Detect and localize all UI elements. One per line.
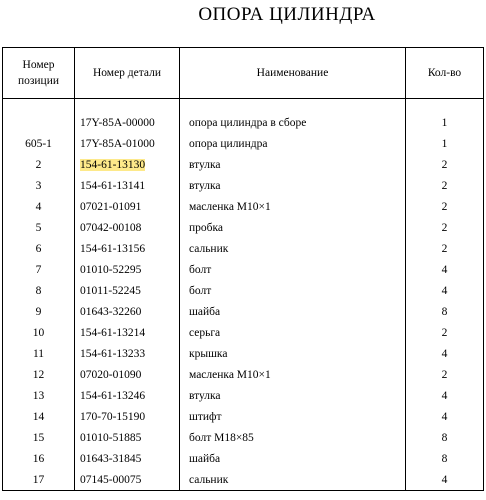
table-row	[3, 133, 484, 154]
table-header-row	[3, 48, 484, 99]
position-cell: 14	[3, 406, 75, 427]
position-cell: 10	[3, 322, 75, 343]
name-cell: крышка	[180, 343, 406, 364]
part-number-cell	[75, 154, 180, 175]
qty-cell: 4	[406, 469, 484, 491]
name-cell: болт	[180, 259, 406, 280]
qty-cell: 2	[406, 175, 484, 196]
part-number-cell: 07145-00075	[75, 469, 180, 491]
table-row	[3, 154, 484, 175]
table-row	[3, 406, 484, 427]
qty-cell: 2	[406, 322, 484, 343]
name-cell: сальник	[180, 469, 406, 491]
position-cell: 8	[3, 280, 75, 301]
table-row	[3, 322, 484, 343]
position-cell	[3, 112, 75, 133]
name-cell: шайба	[180, 448, 406, 469]
page-title: ОПОРА ЦИЛИНДРА	[198, 4, 376, 25]
table-row	[3, 280, 484, 301]
position-cell: 9	[3, 301, 75, 322]
position-cell: 5	[3, 217, 75, 238]
part-number-cell: 154-61-13246	[75, 385, 180, 406]
qty-cell: 4	[406, 259, 484, 280]
name-cell: масленка M10×1	[180, 364, 406, 385]
parts-table	[2, 47, 484, 491]
part-number-cell: 01643-31845	[75, 448, 180, 469]
qty-cell: 4	[406, 280, 484, 301]
part-number-cell: 154-61-13141	[75, 175, 180, 196]
qty-cell: 4	[406, 343, 484, 364]
part-number-cell: 01010-51885	[75, 427, 180, 448]
qty-cell: 2	[406, 364, 484, 385]
position-cell: 17	[3, 469, 75, 491]
qty-cell: 4	[406, 406, 484, 427]
part-number-cell: 170-70-15190	[75, 406, 180, 427]
position-cell: 2	[3, 154, 75, 175]
name-cell: болт M18×85	[180, 427, 406, 448]
name-cell: масленка M10×1	[180, 196, 406, 217]
table-body	[3, 99, 484, 491]
table-row	[3, 196, 484, 217]
column-header-position: Номер позиции	[3, 48, 75, 99]
table-row	[3, 343, 484, 364]
qty-cell: 8	[406, 448, 484, 469]
part-number-cell: 17Y-85A-00000	[75, 112, 180, 133]
column-header-part-number: Номер детали	[75, 48, 180, 99]
name-cell: втулка	[180, 175, 406, 196]
highlighted-part-number: 154-61-13130	[80, 158, 146, 171]
name-cell: опора цилиндра в сборе	[180, 112, 406, 133]
table-row	[3, 469, 484, 491]
table-row	[3, 238, 484, 259]
qty-cell: 2	[406, 154, 484, 175]
qty-cell: 8	[406, 427, 484, 448]
qty-cell: 4	[406, 385, 484, 406]
qty-cell: 2	[406, 196, 484, 217]
table-row	[3, 259, 484, 280]
column-header-name: Наименование	[180, 48, 406, 99]
table-row	[3, 427, 484, 448]
name-cell: серьга	[180, 322, 406, 343]
position-cell: 7	[3, 259, 75, 280]
table-row	[3, 217, 484, 238]
name-cell: штифт	[180, 406, 406, 427]
part-number-cell: 07042-00108	[75, 217, 180, 238]
column-header-qty: Кол-во	[406, 48, 484, 99]
part-number-cell: 01643-32260	[75, 301, 180, 322]
name-cell: втулка	[180, 154, 406, 175]
table-row	[3, 175, 484, 196]
part-number-cell: 154-61-13233	[75, 343, 180, 364]
table-row	[3, 112, 484, 133]
name-cell: опора цилиндра	[180, 133, 406, 154]
part-number-cell: 17Y-85A-01000	[75, 133, 180, 154]
qty-cell: 2	[406, 238, 484, 259]
position-cell: 3	[3, 175, 75, 196]
name-cell: шайба	[180, 301, 406, 322]
table-row	[3, 364, 484, 385]
qty-cell: 1	[406, 112, 484, 133]
position-cell: 13	[3, 385, 75, 406]
qty-cell: 1	[406, 133, 484, 154]
name-cell: втулка	[180, 385, 406, 406]
table-row	[3, 385, 484, 406]
position-cell: 15	[3, 427, 75, 448]
position-cell: 11	[3, 343, 75, 364]
table-row	[3, 448, 484, 469]
qty-cell: 2	[406, 217, 484, 238]
part-number-cell: 154-61-13214	[75, 322, 180, 343]
part-number-cell: 154-61-13156	[75, 238, 180, 259]
position-cell: 605-1	[3, 133, 75, 154]
name-cell: пробка	[180, 217, 406, 238]
name-cell: болт	[180, 280, 406, 301]
position-cell: 4	[3, 196, 75, 217]
part-number-cell: 01011-52245	[75, 280, 180, 301]
part-number-cell: 01010-52295	[75, 259, 180, 280]
part-number-cell: 07020-01090	[75, 364, 180, 385]
position-cell: 16	[3, 448, 75, 469]
table-spacer-row	[3, 99, 484, 113]
part-number-cell: 07021-01091	[75, 196, 180, 217]
qty-cell: 8	[406, 301, 484, 322]
name-cell: сальник	[180, 238, 406, 259]
position-cell: 6	[3, 238, 75, 259]
table-row	[3, 301, 484, 322]
position-cell: 12	[3, 364, 75, 385]
